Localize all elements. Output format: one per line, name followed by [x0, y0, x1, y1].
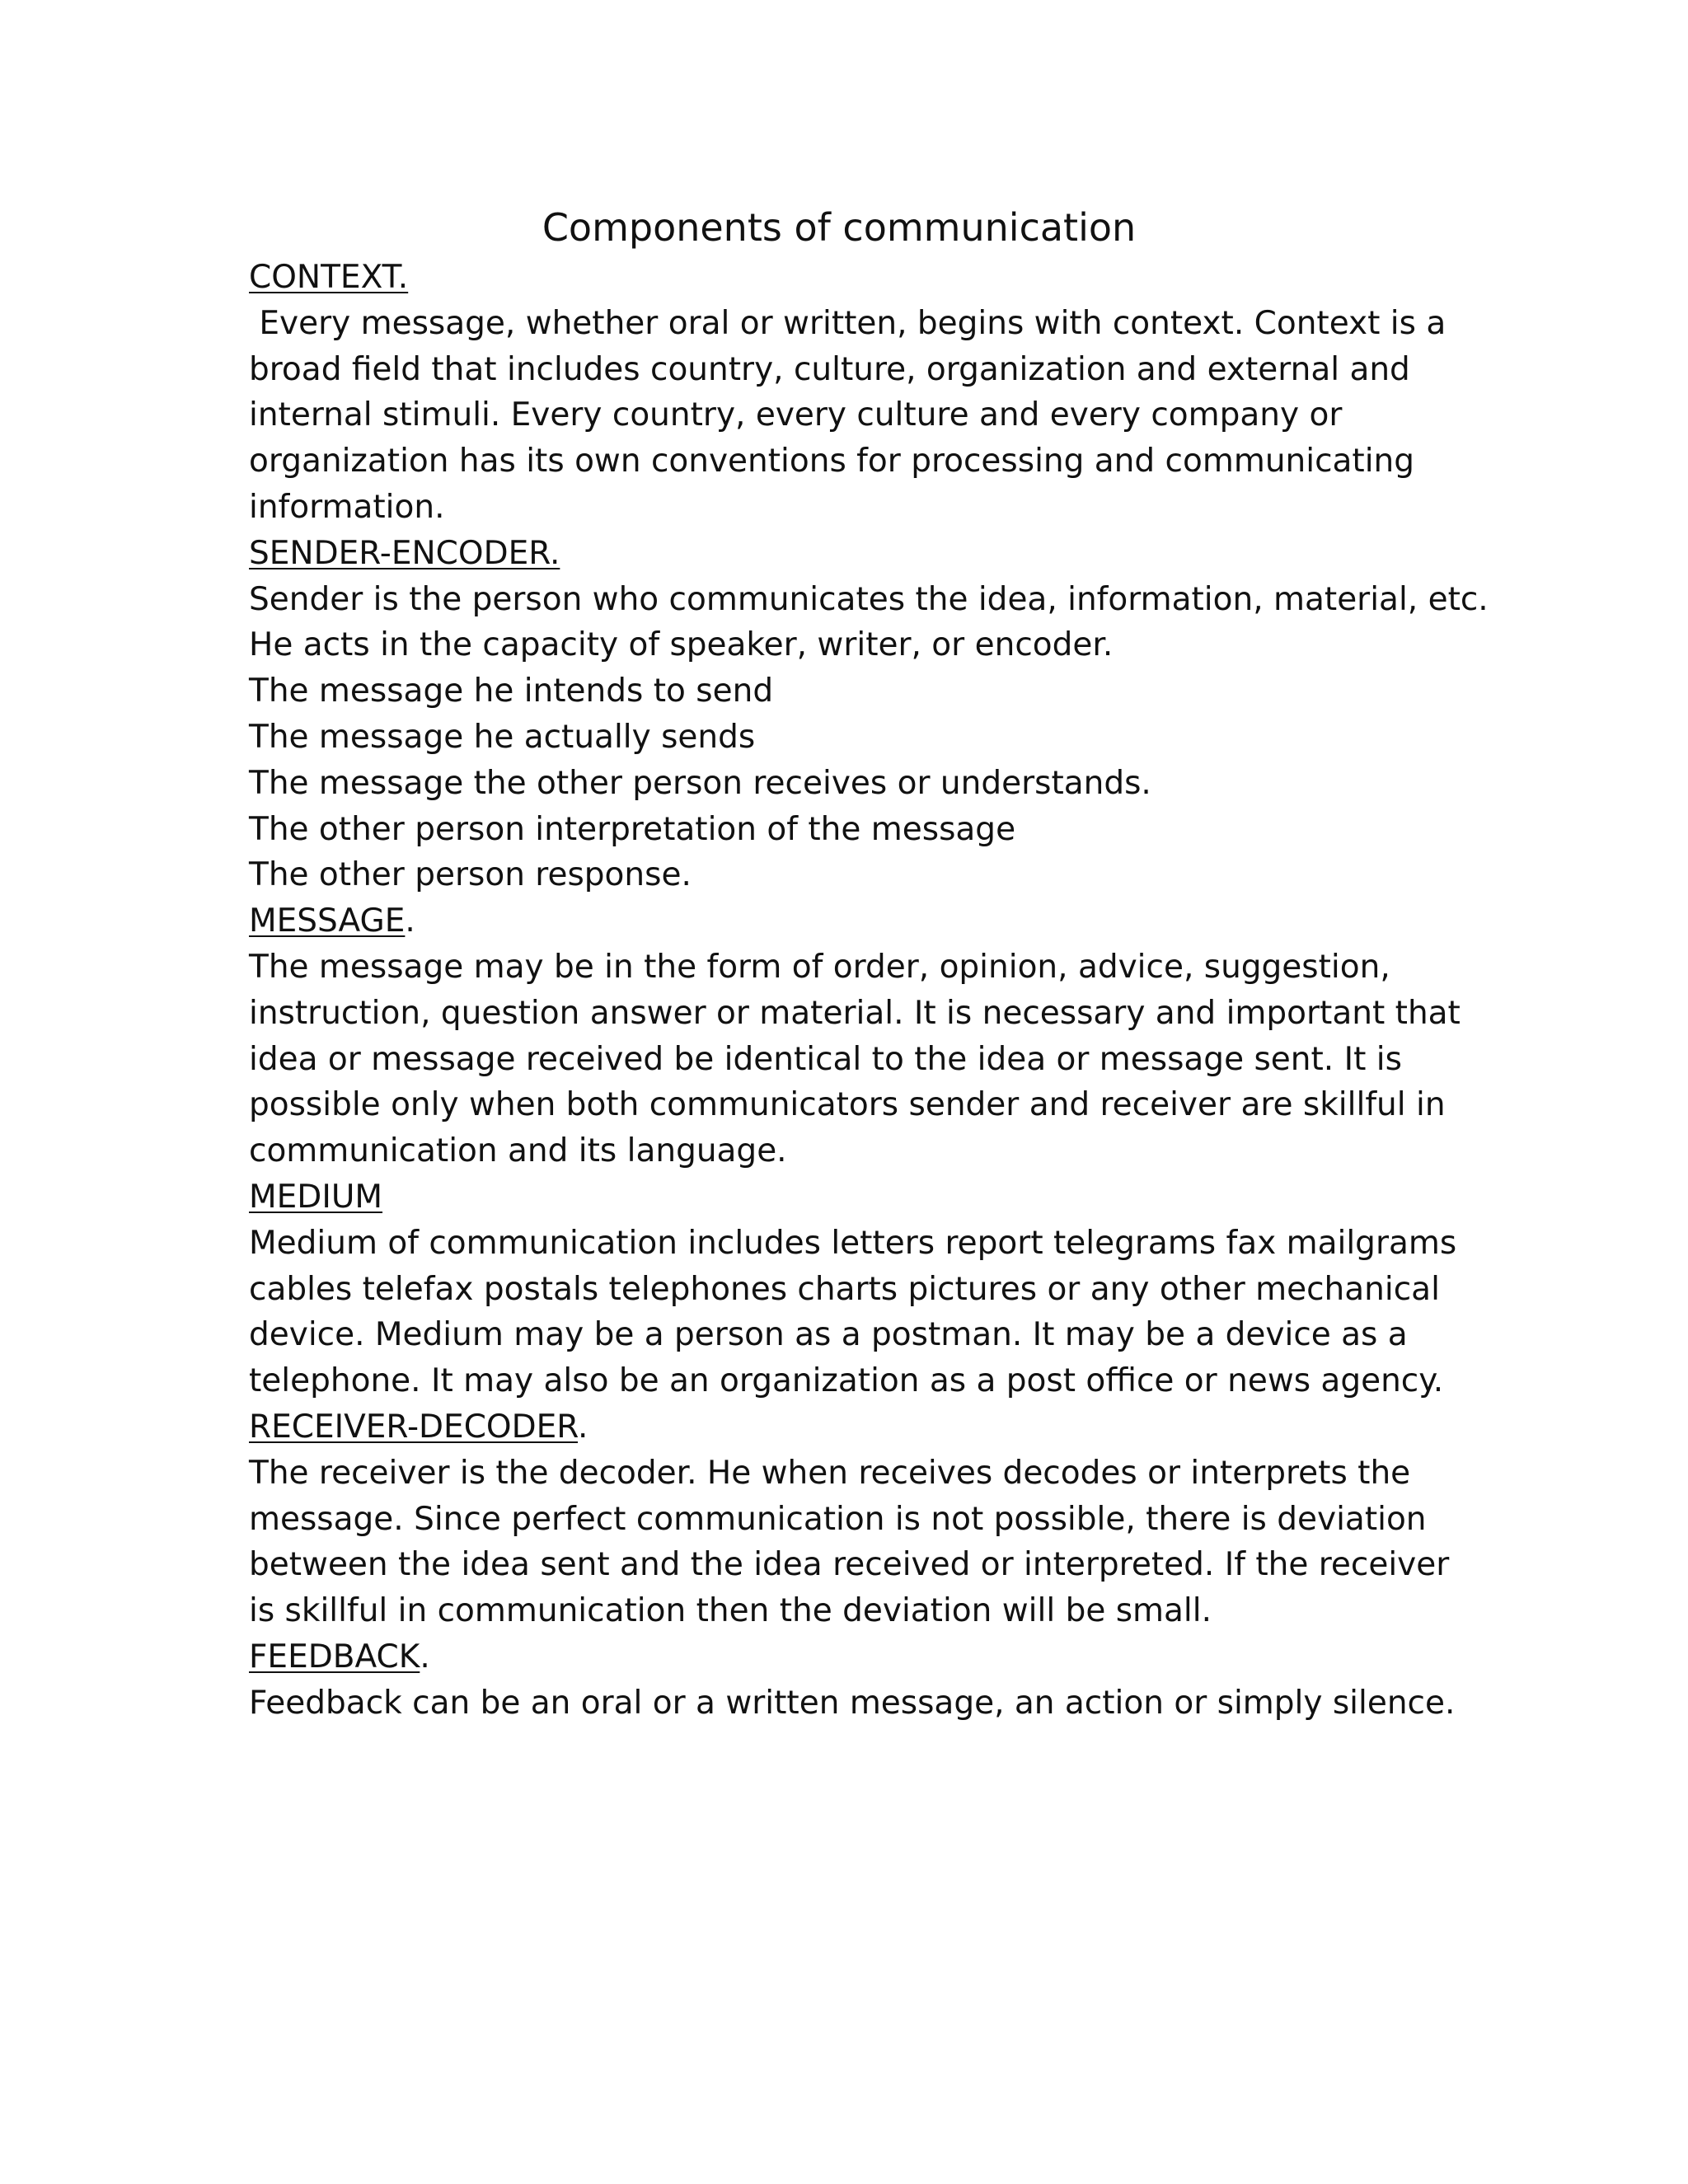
paragraph-line: device. Medium may be a person as a postman. It may be a device as a [249, 1316, 1408, 1354]
paragraph-line: cables telefax postals telephones charts pictures or any other mechanical [249, 1270, 1440, 1308]
paragraph-line: The message may be in the form of order, opinion, advice, suggestion, [249, 948, 1390, 986]
document-body [249, 200, 1489, 1727]
paragraph-line: The receiver is the decoder. He when receives decodes or interprets the [249, 1454, 1411, 1492]
section [249, 1174, 1457, 1404]
section [249, 898, 1461, 1174]
paragraph-line: The other person interpretation of the message [249, 810, 1016, 848]
paragraph-line: The other person response. [249, 856, 692, 894]
paragraph-line: is skillful in communication then the deviation will be small. [249, 1592, 1212, 1630]
section [249, 255, 1452, 531]
paragraph-line: The message the other person receives or understands. [249, 764, 1151, 802]
paragraph-line: organization has its own conventions for processing and communicating [249, 443, 1415, 480]
section-heading-line [249, 1404, 1452, 1451]
section-heading-suffix: . [578, 1408, 588, 1446]
paragraph-line: Medium of communication includes letters report telegrams fax mailgrams [249, 1224, 1457, 1262]
paragraph-line: idea or message received be identical to the idea or message sent. It is [249, 1040, 1402, 1078]
paragraph-line: information. [249, 488, 445, 526]
sections-container [249, 255, 1489, 1727]
section-heading-line [249, 531, 1452, 577]
paragraph-line: possible only when both communicators sender and receiver are skillful in [249, 1086, 1446, 1124]
paragraph-line: message. Since perfect communication is not possible, there is deviation [249, 1500, 1427, 1538]
section [249, 1634, 1456, 1727]
section [249, 1404, 1452, 1634]
paragraph-line: communication and its language. [249, 1132, 787, 1170]
paragraph-line: telephone. It may also be an organization as a post office or news agency. [249, 1362, 1444, 1400]
section-heading: SENDER-ENCODER. [249, 534, 560, 572]
paragraph-line: The message he actually sends [249, 718, 756, 756]
paragraph-line: Sender is the person who communicates the idea, information, material, etc. [249, 580, 1489, 618]
paragraph-line: between the idea sent and the idea received or interpreted. If the receiver [249, 1546, 1450, 1584]
section-heading-line [249, 1634, 1452, 1680]
paragraph-line: Feedback can be an oral or a written message, an action or simply silence. [249, 1684, 1456, 1722]
section [249, 531, 1489, 898]
paragraph-line: Every message, whether oral or written, begins with context. Context is a [249, 304, 1447, 342]
section-heading-line [249, 255, 1452, 301]
paragraph-line: broad field that includes country, culture, organization and external and [249, 350, 1410, 388]
section-heading: MEDIUM [249, 1178, 383, 1216]
section-heading: FEEDBACK [249, 1638, 420, 1675]
section-heading: CONTEXT. [249, 259, 409, 296]
section-heading: MESSAGE [249, 902, 406, 940]
section-heading-line [249, 1174, 1452, 1221]
paragraph-line: instruction, question answer or material. It is necessary and important that [249, 994, 1461, 1032]
page-title: Components of communication [542, 205, 1137, 250]
paragraph-line: internal stimuli. Every country, every culture and every company or [249, 396, 1343, 434]
paragraph-line: He acts in the capacity of speaker, writer, or encoder. [249, 626, 1114, 664]
section-heading-line [249, 898, 1452, 944]
paragraph-line: The message he intends to send [249, 673, 774, 710]
section-heading-suffix: . [420, 1638, 430, 1675]
section-heading: RECEIVER-DECODER [249, 1408, 579, 1446]
section-heading-suffix: . [405, 902, 415, 940]
